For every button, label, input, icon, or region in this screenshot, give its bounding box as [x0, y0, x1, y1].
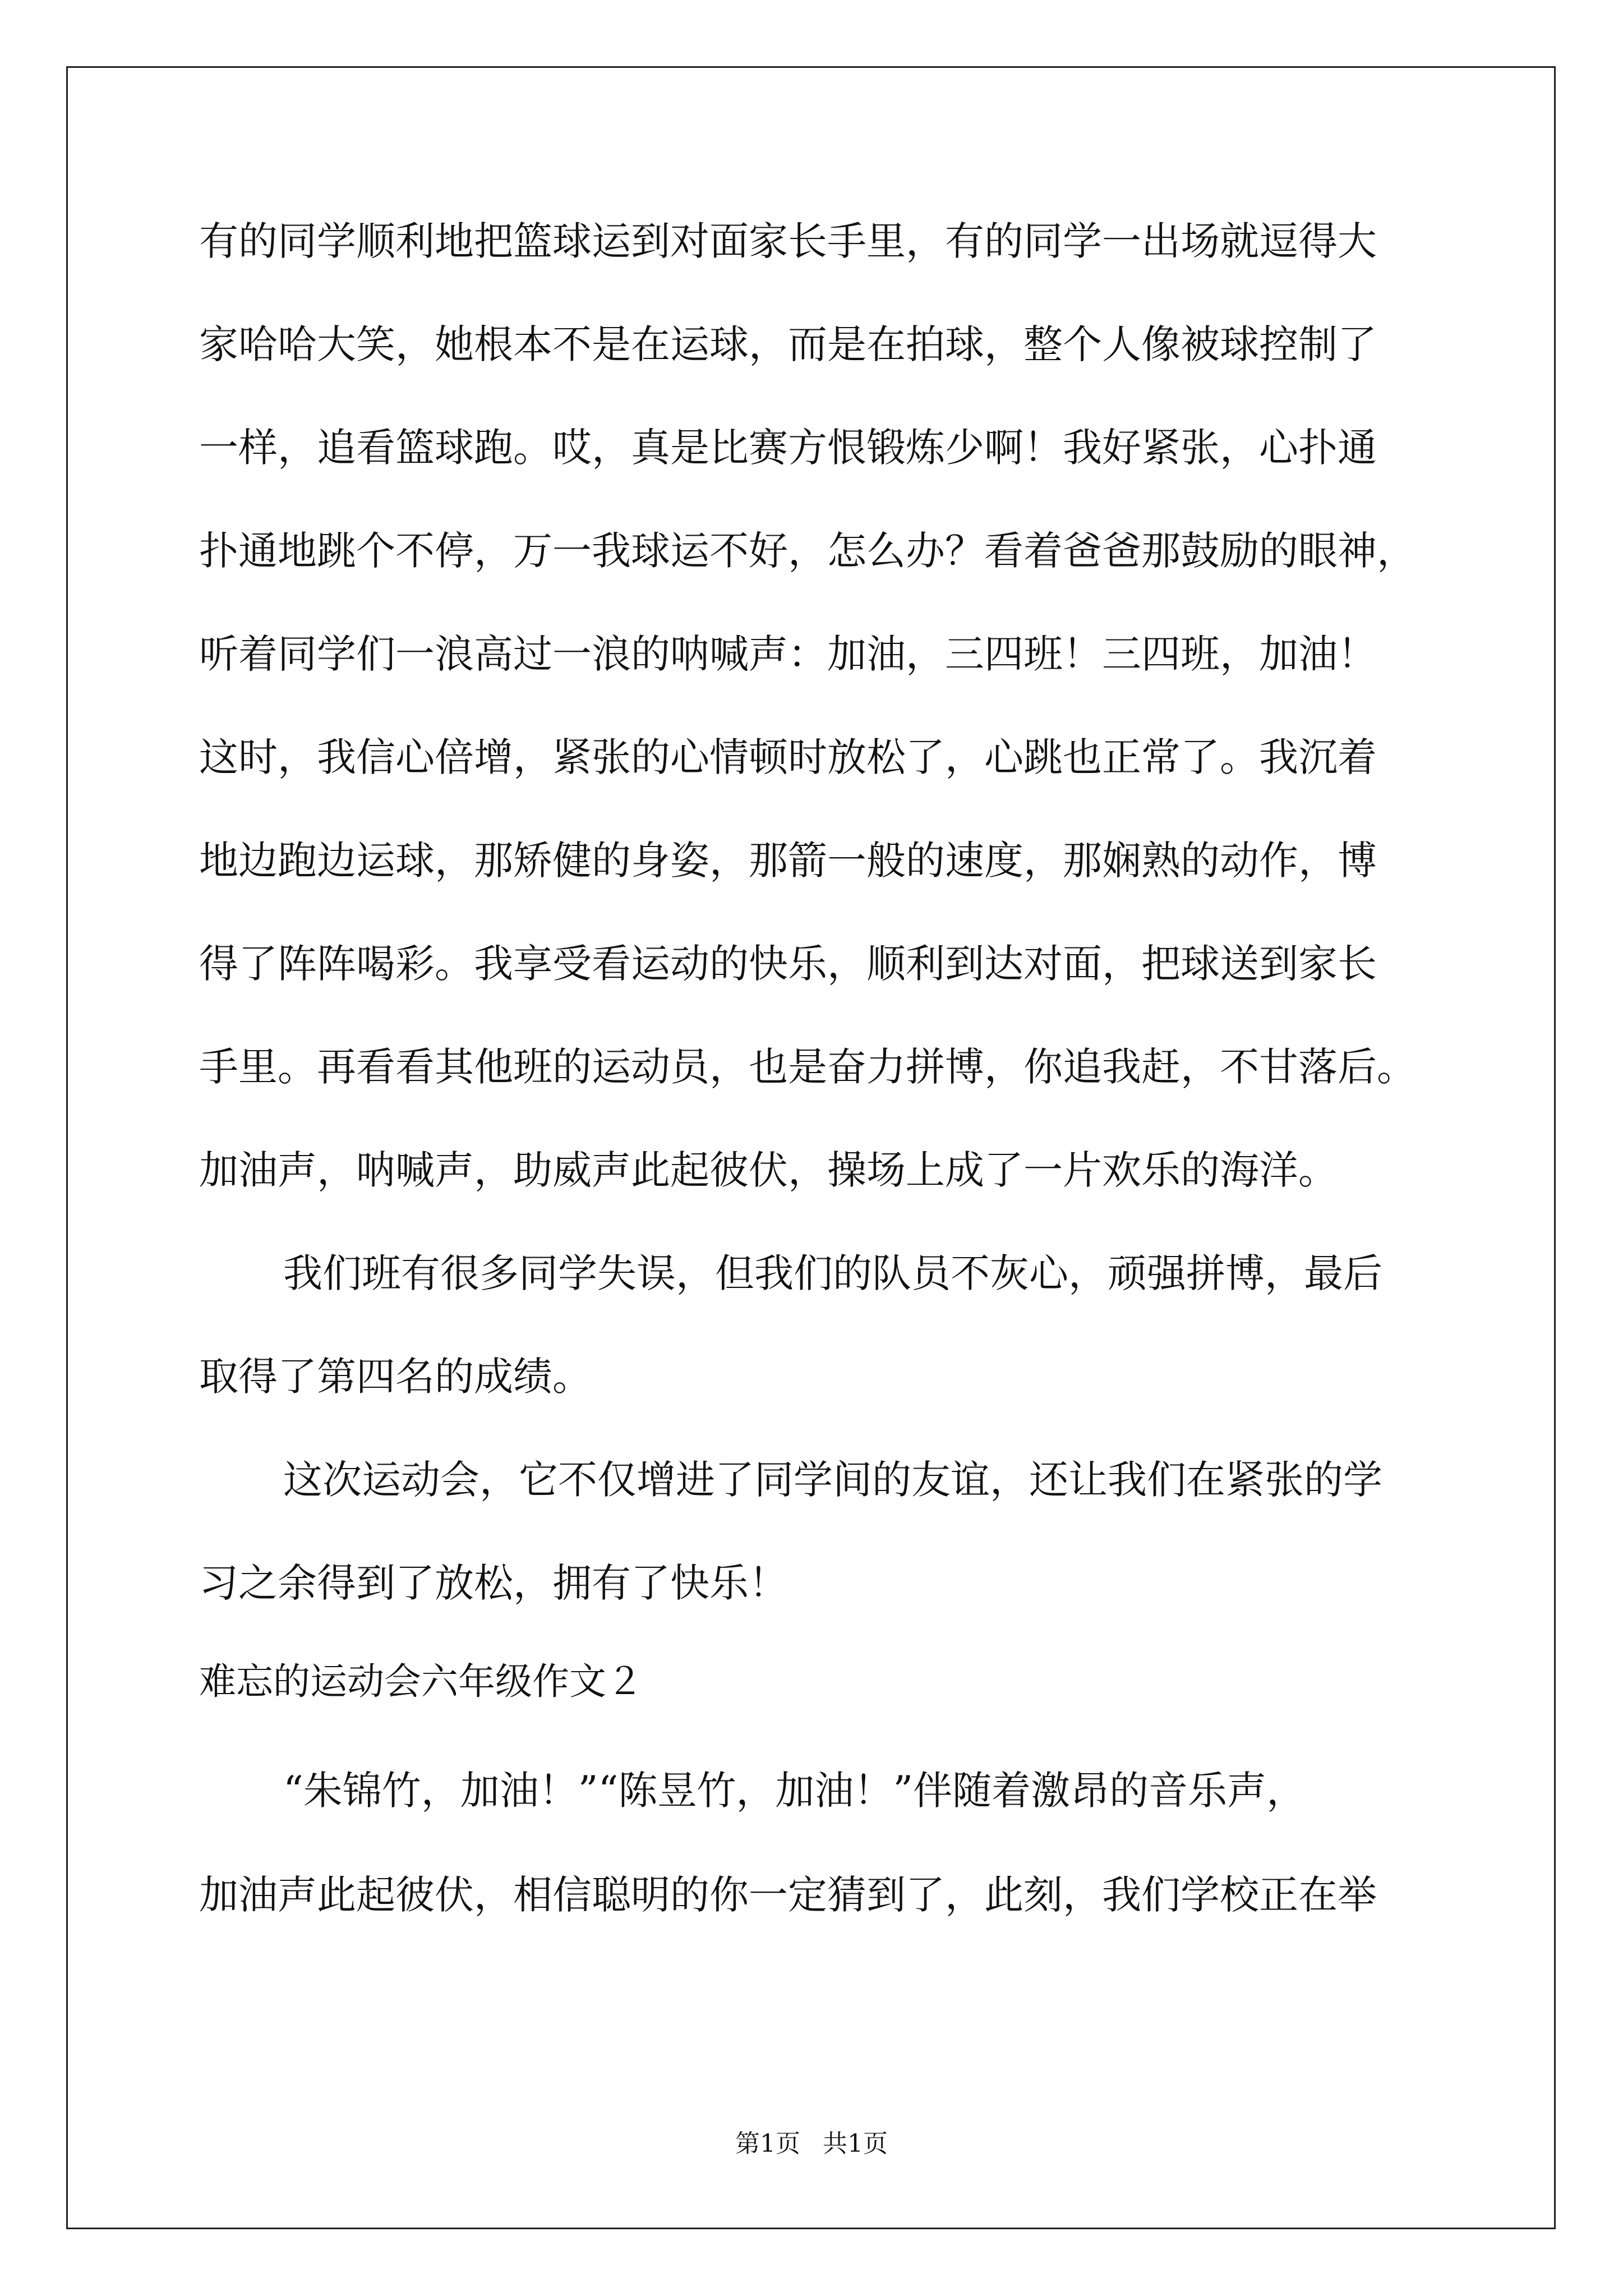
paragraph-line: 我们班有很多同学失误，但我们的队员不灰心，顽强拼博，最后	[283, 1250, 1382, 1296]
paragraph-line: 家哈哈大笑，她根本不是在运球，而是在拍球，整个人像被球控制了	[199, 321, 1377, 367]
paragraph-line: 地边跑边运球，那矫健的身姿，那箭一般的速度，那娴熟的动作，博	[199, 838, 1377, 884]
paragraph-line: 加油声，呐喊声，助威声此起彼伏，操场上成了一片欢乐的海洋。	[199, 1147, 1338, 1193]
paragraph-line: 这时，我信心倍增，紧张的心情顿时放松了，心跳也正常了。我沉着	[199, 734, 1377, 780]
paragraph-line: 扑通地跳个不停，万一我球运不好，怎么办？看着爸爸那鼓励的眼神，	[199, 528, 1416, 574]
page-number-current: 第1页	[735, 2129, 800, 2158]
paragraph-line: 一样，追看篮球跑。哎，真是比赛方恨锻炼少啊！我好紧张，心扑通	[199, 425, 1377, 471]
paragraph-line: 有的同学顺利地把篮球运到对面家长手里，有的同学一出场就逗得大	[199, 218, 1377, 264]
page-footer	[0, 2127, 1623, 2161]
paragraph-line: 加油声此起彼伏，相信聪明的你一定猜到了，此刻，我们学校正在举	[199, 1872, 1377, 1918]
paragraph-line: 取得了第四名的成绩。	[199, 1354, 592, 1400]
paragraph-line: 习之余得到了放松，拥有了快乐！	[199, 1560, 788, 1606]
paragraph-line: 听着同学们一浪高过一浪的呐喊声：加油，三四班！三四班，加油！	[199, 631, 1377, 677]
page-number-total: 共1页	[823, 2129, 888, 2158]
paragraph-line: “朱锦竹，加油！”“陈昱竹，加油！”伴随着激昂的音乐声，	[283, 1768, 1306, 1814]
paragraph-line: 得了阵阵喝彩。我享受看运动的快乐，顺利到达对面，把球送到家长	[199, 941, 1377, 987]
section-heading: 难忘的运动会六年级作文２	[199, 1660, 643, 1703]
paragraph-line: 手里。再看看其他班的运动员，也是奋力拼博，你追我赶，不甘落后。	[199, 1044, 1416, 1090]
paragraph-line: 这次运动会，它不仅增进了同学间的友谊，还让我们在紧张的学	[283, 1457, 1382, 1503]
